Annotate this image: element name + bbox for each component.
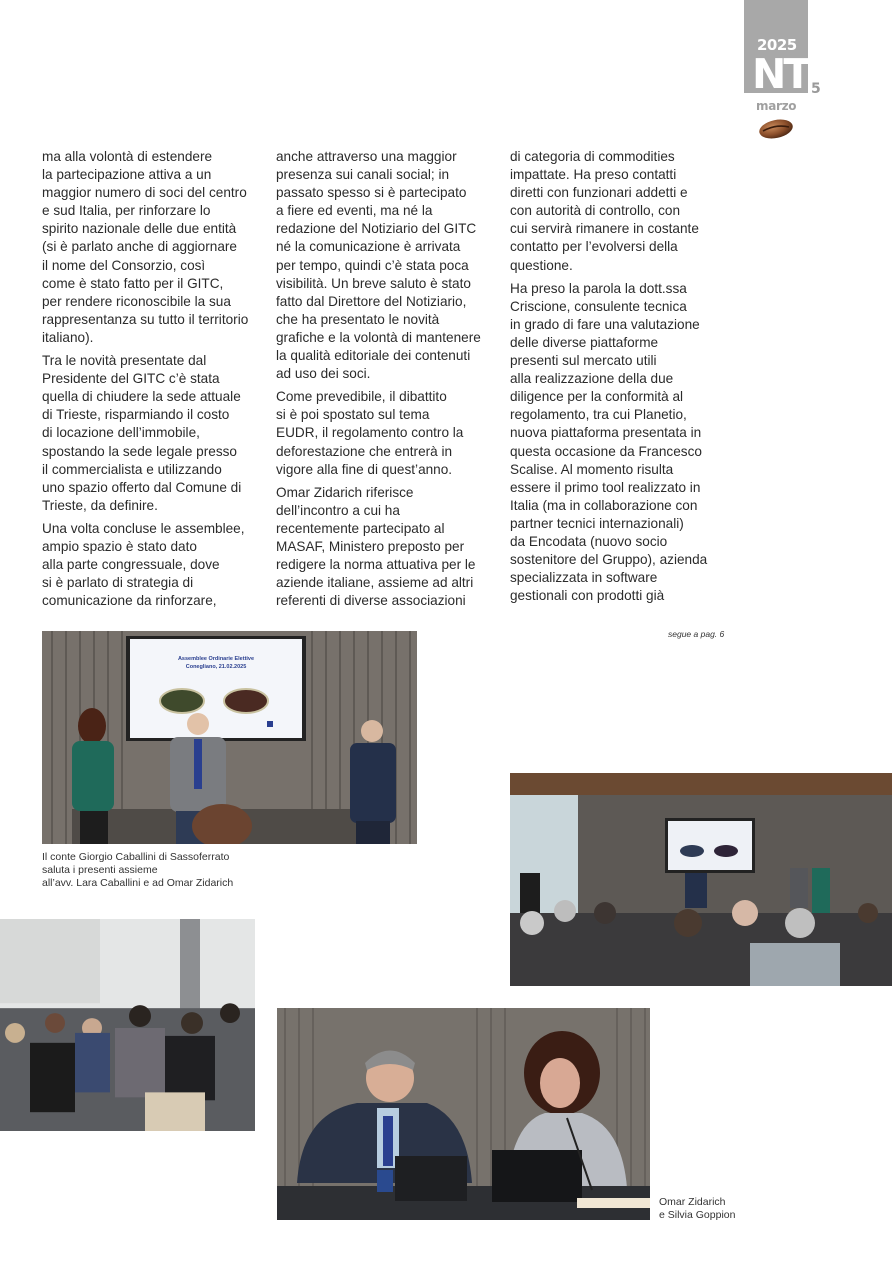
page-number: 5 bbox=[811, 81, 821, 97]
article-column-2 bbox=[276, 148, 506, 615]
screen-title: Assemblee Ordinarie Elettive bbox=[177, 656, 255, 662]
photo-speakers-desk bbox=[277, 1008, 650, 1220]
paragraph: Tra le novità presentate dal Presidente del GITC c’è stata quella di chiudere la sede attuale di Trieste, risparmiando il costo di locazione dell’immobile, spostando la sede legale presso il commercialista e utilizzando uno spazio offerto dal Comune di Trieste, da definire. bbox=[42, 353, 242, 513]
paragraph: Una volta concluse le assemblee, ampio spazio è stato dato alla parte congressuale, dove si è parlato di strategia di comunicazione da rinforzare, bbox=[42, 520, 245, 609]
caption-line: all’avv. Lara Caballini e ad Omar Zidarich bbox=[42, 877, 234, 889]
paragraph: Omar Zidarich riferisce dell’incontro a cui ha recentemente partecipato al MASAF, Ministero preposto per redigere la norma attuativa per le aziende italiane, assieme ad altri referenti di diverse associazioni bbox=[276, 484, 476, 609]
photo-caption-speakers bbox=[659, 1196, 779, 1222]
coffee-bean-icon bbox=[758, 118, 794, 140]
caption-line: e Silvia Goppion bbox=[659, 1209, 736, 1221]
caption-line: Il conte Giorgio Caballini di Sassoferrato bbox=[42, 851, 230, 863]
continue-note[interactable]: segue a pag. 6 bbox=[668, 629, 725, 639]
photo-conference-room bbox=[510, 773, 892, 986]
caption-line: Omar Zidarich bbox=[659, 1196, 726, 1208]
issue-year: 2025 bbox=[757, 36, 797, 54]
magazine-logo: NT bbox=[752, 50, 809, 98]
paragraph: di categoria di commodities impattate. Ha preso contatti diretti con funzionari addetti e con autorità di controllo, con cui servirà rimanere in costante contatto per l’evolversi della questione. bbox=[510, 149, 699, 273]
photo-caption-stage bbox=[42, 851, 342, 890]
caption-line: saluta i presenti assieme bbox=[42, 864, 158, 876]
article-column-1 bbox=[42, 148, 272, 615]
screen-subtitle: Conegliano, 21.02.2025 bbox=[185, 664, 247, 670]
issue-month: marzo bbox=[756, 99, 797, 113]
paragraph: anche attraverso una maggior presenza sui canali social; in passato spesso si è partecipato a fiere ed eventi, ma né la redazione del Notiziario del GITC né la comunicazione è arrivata per tempo, quindi c’è stata poca visibilità. Un breve saluto è stato fatto dal Direttore del Notiziario, che ha presentato le novità grafiche e la volontà di mantenere la qualità editoriale dei contenuti ad uso dei soci. bbox=[276, 149, 481, 382]
paragraph: Come prevedibile, il dibattito si è poi spostato sul tema EUDR, il regolamento contro la deforestazione che entrerà in vigore alla fine di quest’anno. bbox=[276, 389, 464, 477]
article-column-3 bbox=[510, 148, 740, 610]
paragraph: Ha preso la parola la dott.ssa Criscione, consulente tecnica in grado di fare una valutazione delle diverse piattaforme presenti sul mercato utili alla realizzazione della due diligence per la conformità al regolamento, tra cui Planetio, nuova piattaforma presentata in questa occasione da Francesco Scalise. Al momento risulta essere il primo tool realizzato in Italia (ma in collaborazione con partner tecnici internazionali) da Encodata (nuovo socio sostenitore del Gruppo), azienda specializzata in software gestionali con prodotti già bbox=[510, 280, 708, 604]
paragraph: ma alla volontà di estendere la partecipazione attiva a un maggior numero di soci del centro e sud Italia, per rinforzare lo spirito nazionale delle due entità (si è parlato anche di aggiornare il nome del Consorzio, così come è stato fatto per il GITC, per rendere riconoscibile la sua rappresentanza su tutto il territorio italiano). bbox=[42, 149, 249, 345]
screen-text bbox=[130, 655, 302, 671]
photo-audience bbox=[0, 919, 255, 1131]
